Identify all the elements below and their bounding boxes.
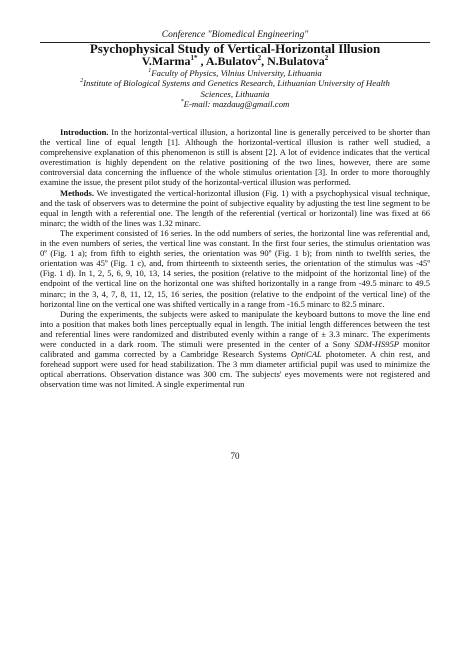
author-name: N.Bulatova	[267, 54, 325, 68]
email-text: E-mail: mazdaug@gmail.com	[183, 98, 290, 109]
affiliation-mark: *	[180, 98, 184, 105]
conference-header: Conference "Biomedical Engineering"	[161, 30, 309, 40]
author-separator: ,	[197, 54, 206, 68]
paragraph-text: In the horizontal-vertical illusion, a horizontal line is generally perceived to be shorter than the vertical line of equal length [1]. Although the horizontal-vertical illusion is rather well studied, a comprehensive explanation of this phenomenon is still is absent [2]. A lot of evidence indicates that the vertical overestimation is highly dependent on the relative positioning of the two lines, however, there are some controversial data concerning the influence of the whole stimulus orientation [3]. In order to more thoroughly examine the issue, the present pilot study of the horizontal-vertical illusion was performed.	[40, 127, 430, 188]
author-line	[40, 55, 430, 68]
page-number: 70	[230, 451, 240, 461]
affiliation-email	[40, 99, 430, 109]
author-name: A.Bulatov	[205, 54, 258, 68]
body-text	[40, 127, 430, 389]
paragraph-procedure	[40, 309, 430, 390]
paragraph-text: We investigated the vertical-horizontal illusion (Fig. 1) with a psychophysical visual technique, and the task of observers was to determine the point of subjective equality by adjusting the test line segment to be equal in length with a referential one. The length of the referential (vertical or horizontal) line was fixed at 66 minarc; the width of the lines was 1.32 minarc.	[40, 187, 430, 228]
author-affiliation-mark: 1*	[190, 54, 198, 62]
affiliation-mark: 1	[148, 68, 152, 75]
author-separator: ,	[261, 54, 268, 68]
section-lead: Methods.	[60, 187, 94, 198]
affiliation-text: Institute of Biological Systems and Genetics Research, Lithuanian University of Health Sciences, Lithuania	[83, 78, 390, 99]
monitor-model: SDM-HS95P	[354, 338, 399, 349]
affiliation-mark: 2	[80, 78, 84, 85]
affiliations	[40, 68, 430, 109]
paragraph-text: The experiment consisted of 16 series. In the odd numbers of series, the horizontal line was referential and, in the even numbers of series, the vertical line was constant. In the first four series, the stimulus orientation was 0º (Fig. 1 a); from fifth to eighth series, the orientation was 90º (Fig. 1 b); from ninth to twelfth series, the orientation was 45º (Fig. 1 c), and, from thirteenth to sixteenth series, the orientation of the stimulus was -45º (Fig. 1 d). In 1, 2, 5, 6, 9, 10, 13, 14 series, the position (relative to the midpoint of the horizontal line) of the endpoint of the vertical line on the horizontal one was shifted horizontally in a range from -49.5 minarc to 49.5 minarc; in the 3, 4, 7, 8, 11, 12, 15, 16 series, the position (relative to the endpoint of the vertical line) of the horizontal line on the vertical one was shifted vertically in a range from -16.5 minarc to 82.5 minarc.	[40, 227, 430, 309]
author-affiliation-mark: 2	[324, 54, 329, 62]
author-name: V.Marma	[141, 54, 191, 68]
paper-title: Psychophysical Study of Vertical-Horizontal Illusion	[89, 41, 381, 56]
affiliation	[40, 78, 430, 99]
section-lead: Introduction.	[60, 127, 109, 137]
affiliation	[40, 68, 430, 78]
paragraph-series	[40, 228, 430, 309]
paragraph-introduction	[40, 127, 430, 188]
affiliation-text: Faculty of Physics, Vilnius University, Lithuania	[151, 68, 322, 78]
paragraph-text: monitor calibrated and gamma corrected by a Cambridge Research Systems	[40, 338, 431, 360]
photometer-name: OptiCAL	[290, 349, 322, 360]
paragraph-methods	[40, 188, 430, 228]
author-affiliation-mark: 2	[257, 54, 262, 62]
paragraph-text: During the experiments, the subjects were asked to manipulate the keyboard buttons to move the line end into a position that makes both lines perceptually equal in length. The initial length differences between the test and referential lines were randomized and distributed evenly within a range of ± 3.3 minarc. The experiments were conducted in a dark room. The stimuli were presented in the center of a Sony	[40, 308, 430, 349]
paragraph-text: photometer. A chin rest, and forehead support were used for head stabilization. The 3 mm diameter artificial pupil was used to minimize the optical aberrations. Observation distance was 300 cm. The subjects' eyes movements were not registered and observation time was not limited. A single experimental run	[40, 349, 430, 390]
